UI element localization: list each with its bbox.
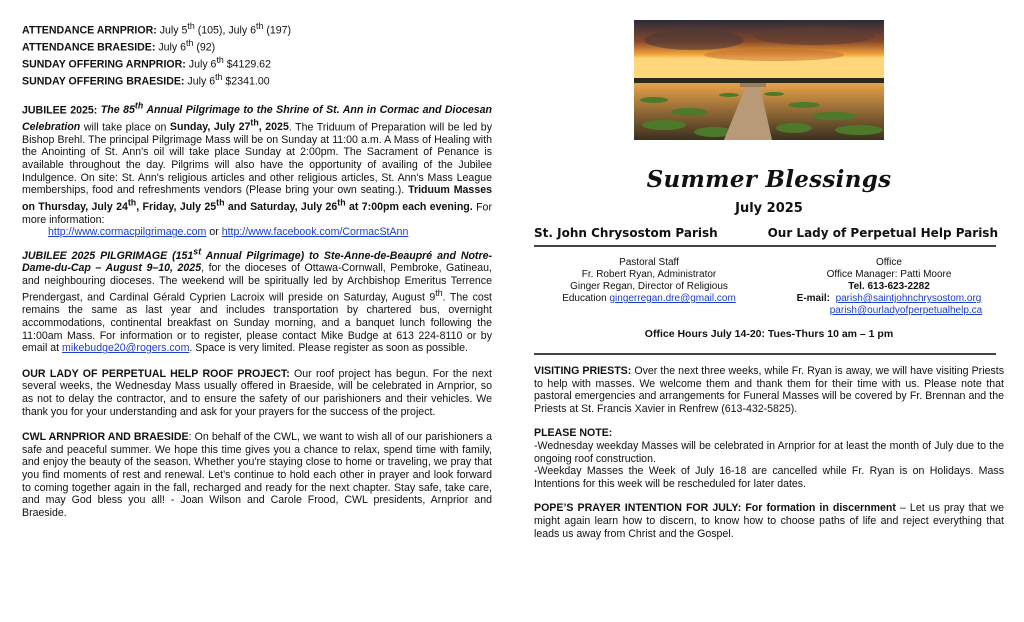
jubilee-beaupre-paragraph: JUBILEE 2025 PILGRIMAGE (151st Annual Pilgrimage) to Ste-Anne-de-Beaupré and Notre-Dame-du-Cap – August 9–10, 2025, for the dioceses of Ottawa-Cornwall, Pembroke, Gatineau, and neighbouring dioceses. The weekend will be spiritually led by Archbishop Emeritus Terrence Prendergast, and Cardinal Gérald Cyprien Lacroix will preside on Saturday, August 9th. The cost remains the same as last year and includes transportation by chartered bus, overnight accommodations, continental breakfast on Sunday morning, and a banquet lunch following the 11:00am Mass. For information or to register, please contact Mike Budge at 613 224-8110 or by email at mikebudge20@rogers.com. Space is very limited. Please register as soon as possible.	[22, 246, 493, 355]
right-body	[534, 365, 1004, 540]
jubilee-cormac-paragraph: JUBILEE 2025: The 85th Annual Pilgrimage to the Shrine of St. Ann in Cormac and Diocesan Celebration will take place on Sunday, July 27th, 2025. The Triduum of Preparation will be led by Bishop Brehl. The principal Pilgrimage Mass will be on Sunday at 11:00 a.m. A Mass of Healing with the Anointing of St. Ann's oil will take place Sunday at 2:00pm. The Sacrament of Penance is available throughout the day. Pilgrims will also have the opportunity of availing of the Jubilee Indulgence. On site: St. Ann's religious articles and other religious articles, St. Ann's Mass League memberships, food and refreshments vendors (Please bring your own seating.). Triduum Masses on Thursday, July 24th, Friday, July 25th and Saturday, July 26th at 7:00pm each evening. For more information: http://www.cormacpilgrimage.com or http://www.facebook.com/CormacStAnn	[22, 100, 492, 239]
cwl-paragraph: CWL ARNPRIOR AND BRAESIDE: On behalf of the CWL, we want to wish all of our parishioners a safe and peaceful summer. We hope this time gives you a chance to relax, spend time with family, and enjoy the beauty of the season. Whether you're staying close to home or traveling, we pray that you find moments of rest and renewal. Let’s continue to hold each other in prayer and look forward to coming together again in the fall, recharged and ready for the next chapter. Stay safe, take care, and may God bless you all! - Joan Wilson and Carole Frood, CWL presidents, Arnprior and Braeside.	[22, 431, 493, 519]
parish-st-john: St. John Chrysostom Parish	[534, 226, 718, 240]
divider	[534, 245, 996, 247]
attendance-arnprior: ATTENDANCE ARNPRIOR: July 5th (105), July 6th (197)	[22, 21, 292, 37]
right-column	[534, 20, 1004, 540]
offering-arnprior: SUNDAY OFFERING ARNPRIOR: July 6th $4129.62	[22, 55, 271, 71]
staff-office-block	[534, 257, 1004, 317]
bulletin-month: July 2025	[735, 201, 803, 216]
roof-project-paragraph: OUR LADY OF PERPETUAL HELP ROOF PROJECT: Our roof project has begun. For the next several weeks, the Wednesday Mass usually offered in Braeside, will be celebrated in Arnprior, so as not to delay the contractor, and to ensure the safety of our parishioners and their vehicles. We thank you for your understanding and ask for your prayers for the success of the project.	[22, 367, 492, 418]
office-hours: Office Hours July 14-20: Tues-Thurs 10 am – 1 pm	[644, 328, 894, 340]
parish-email-link-2[interactable]: parish@ourladyofperpetualhelp.ca	[829, 305, 983, 316]
popes-intention-paragraph: POPE’S PRAYER INTENTION FOR JULY: For formation in discernment – Let us pray that we might again learn how to discern, to know how to choose paths of life and reject everything that leads us away from Christ and the Gospel.	[534, 502, 1004, 540]
cormac-facebook-link[interactable]: http://www.facebook.com/CormacStAnn	[221, 226, 409, 239]
office-phone: Tel. 613-623-2282	[848, 281, 930, 292]
divider	[534, 353, 996, 355]
ginger-regan-email-link[interactable]: gingerregan.dre@gmail.com	[609, 293, 736, 304]
attendance-block	[22, 20, 492, 89]
pastoral-staff: Pastoral Staff Fr. Robert Ryan, Administrator Ginger Regan, Director of Religious Education gingerregan.dre@gmail.com	[562, 257, 736, 304]
mike-budge-email-link[interactable]: mikebudge20@rogers.com	[62, 342, 190, 355]
left-column	[22, 20, 492, 519]
please-note-heading: PLEASE NOTE:	[534, 427, 613, 440]
attendance-braeside: ATTENDANCE BRAESIDE: July 6th (92)	[22, 38, 216, 54]
offering-braeside: SUNDAY OFFERING BRAESIDE: July 6th $2341.00	[22, 72, 270, 88]
parish-names	[534, 226, 1004, 240]
parish-email-link-1[interactable]: parish@saintjohnchrysostom.org	[835, 293, 982, 304]
please-note-item-1: -Wednesday weekday Masses will be celebrated in Arnprior for at least the month of July due to the ongoing roof construction.	[534, 439, 1004, 465]
parish-perpetual-help: Our Lady of Perpetual Help Parish	[767, 226, 998, 240]
visiting-priests-paragraph: VISITING PRIESTS: Over the next three weeks, while Fr. Ryan is away, we will have visiting Priests to help with masses. We welcome them and thank them for their time with us. Please note that pastoral emergencies and arrangements for Funeral Masses will be covered by Fr. Brennan and the Priests at St. Francis Xavier in Renfrew (613-432-5825).	[534, 365, 1004, 415]
sunset-lake-image	[634, 20, 884, 140]
office-info: Office Office Manager: Patti Moore Tel. 613-623-2282 E-mail: parish@saintjohnchrysostom.org parish@ourladyofperpetualhelp.ca	[796, 257, 983, 316]
cormac-pilgrimage-link[interactable]: http://www.cormacpilgrimage.com	[48, 226, 207, 239]
summer-blessings-title: Summer Blessings	[646, 166, 892, 193]
please-note-item-2: -Weekday Masses the Week of July 16-18 are cancelled while Fr. Ryan is on Holidays. Mass Intentions for this week will be rescheduled for later dates.	[534, 465, 1004, 490]
